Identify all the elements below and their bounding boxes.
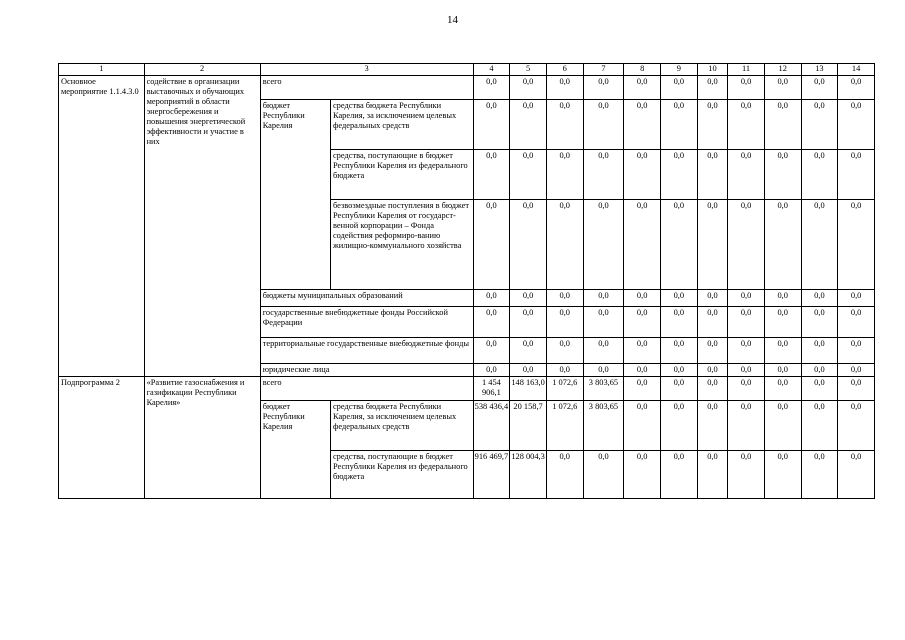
value-cell-col-12: 0,0: [764, 76, 801, 100]
funding-source: всего: [260, 76, 473, 100]
value-cell-col-14: 0,0: [838, 150, 875, 200]
value-cell-col-9: 0,0: [661, 307, 698, 338]
value-cell-col-12: 0,0: [764, 290, 801, 307]
table-row: [59, 76, 875, 100]
value-cell-col-5: 0,0: [510, 290, 547, 307]
value-cell-col-9: 0,0: [661, 401, 698, 451]
value-cell-col-13: 0,0: [801, 100, 838, 150]
value-cell-col-12: 0,0: [764, 338, 801, 364]
funding-subsource: безвозмездные поступления в бюджет Республики Карелия от государст-венной корпорации – Фонда содействия реформиро-ванию жилищно-коммунального хозяйства: [330, 200, 473, 290]
value-cell-col-14: 0,0: [838, 100, 875, 150]
value-cell-col-12: 0,0: [764, 150, 801, 200]
budget-table: [58, 63, 875, 499]
value-cell-col-10: 0,0: [697, 401, 728, 451]
funding-subsource: средства, поступающие в бюджет Республики Карелия из федерального бюджета: [330, 150, 473, 200]
value-cell-col-7: 0,0: [583, 150, 624, 200]
header-cell-5: 5: [510, 64, 547, 76]
value-cell-col-13: 0,0: [801, 290, 838, 307]
value-cell-col-8: 0,0: [624, 150, 661, 200]
value-cell-col-10: 0,0: [697, 150, 728, 200]
value-cell-col-6: 0,0: [546, 290, 583, 307]
value-cell-col-11: 0,0: [728, 307, 765, 338]
funding-source: бюджет Республики Карелия: [260, 401, 330, 499]
value-cell-col-13: 0,0: [801, 364, 838, 377]
value-cell-col-10: 0,0: [697, 377, 728, 401]
value-cell-col-9: 0,0: [661, 76, 698, 100]
value-cell-col-4: 0,0: [473, 338, 510, 364]
value-cell-col-11: 0,0: [728, 290, 765, 307]
value-cell-col-12: 0,0: [764, 451, 801, 499]
value-cell-col-7: 0,0: [583, 307, 624, 338]
value-cell-col-7: 0,0: [583, 290, 624, 307]
value-cell-col-13: 0,0: [801, 76, 838, 100]
value-cell-col-7: 0,0: [583, 76, 624, 100]
value-cell-col-11: 0,0: [728, 150, 765, 200]
header-cell-11: 11: [728, 64, 765, 76]
value-cell-col-9: 0,0: [661, 150, 698, 200]
value-cell-col-9: 0,0: [661, 100, 698, 150]
value-cell-col-8: 0,0: [624, 76, 661, 100]
value-cell-col-4: 0,0: [473, 290, 510, 307]
value-cell-col-6: 0,0: [546, 200, 583, 290]
funding-source: бюджеты муниципальных образований: [260, 290, 473, 307]
value-cell-col-6: 1 072,6: [546, 401, 583, 451]
value-cell-col-14: 0,0: [838, 338, 875, 364]
value-cell-col-10: 0,0: [697, 451, 728, 499]
value-cell-col-11: 0,0: [728, 76, 765, 100]
value-cell-col-4: 916 469,7: [473, 451, 510, 499]
header-cell-3: 3: [260, 64, 473, 76]
value-cell-col-14: 0,0: [838, 401, 875, 451]
value-cell-col-4: 0,0: [473, 150, 510, 200]
value-cell-col-6: 0,0: [546, 76, 583, 100]
value-cell-col-11: 0,0: [728, 401, 765, 451]
value-cell-col-5: 0,0: [510, 338, 547, 364]
value-cell-col-13: 0,0: [801, 451, 838, 499]
header-cell-1: 1: [59, 64, 145, 76]
page-number: 14: [447, 14, 458, 26]
value-cell-col-5: 0,0: [510, 76, 547, 100]
funding-source: юридические лица: [260, 364, 473, 377]
value-cell-col-12: 0,0: [764, 100, 801, 150]
value-cell-col-5: 20 158,7: [510, 401, 547, 451]
value-cell-col-5: 0,0: [510, 307, 547, 338]
value-cell-col-14: 0,0: [838, 76, 875, 100]
value-cell-col-14: 0,0: [838, 307, 875, 338]
program-description: «Развитие газоснабжения и газификации Республики Карелия»: [144, 377, 260, 499]
value-cell-col-4: 0,0: [473, 364, 510, 377]
value-cell-col-14: 0,0: [838, 200, 875, 290]
value-cell-col-12: 0,0: [764, 377, 801, 401]
value-cell-col-6: 0,0: [546, 451, 583, 499]
value-cell-col-9: 0,0: [661, 364, 698, 377]
value-cell-col-7: 3 803,65: [583, 377, 624, 401]
value-cell-col-8: 0,0: [624, 451, 661, 499]
header-cell-10: 10: [697, 64, 728, 76]
value-cell-col-4: 0,0: [473, 200, 510, 290]
funding-source: государственные внебюджетные фонды Российской Федерации: [260, 307, 473, 338]
value-cell-col-6: 1 072,6: [546, 377, 583, 401]
value-cell-col-6: 0,0: [546, 307, 583, 338]
value-cell-col-8: 0,0: [624, 200, 661, 290]
header-cell-13: 13: [801, 64, 838, 76]
header-cell-6: 6: [546, 64, 583, 76]
value-cell-col-8: 0,0: [624, 401, 661, 451]
value-cell-col-14: 0,0: [838, 377, 875, 401]
value-cell-col-6: 0,0: [546, 100, 583, 150]
value-cell-col-12: 0,0: [764, 200, 801, 290]
value-cell-col-11: 0,0: [728, 451, 765, 499]
value-cell-col-11: 0,0: [728, 200, 765, 290]
value-cell-col-10: 0,0: [697, 364, 728, 377]
value-cell-col-8: 0,0: [624, 377, 661, 401]
value-cell-col-10: 0,0: [697, 76, 728, 100]
funding-source: бюджет Республики Карелия: [260, 100, 330, 290]
value-cell-col-10: 0,0: [697, 338, 728, 364]
funding-subsource: средства бюджета Республики Карелия, за исключением целевых федеральных средств: [330, 401, 473, 451]
program-code: Подпрограмма 2: [59, 377, 145, 499]
value-cell-col-13: 0,0: [801, 338, 838, 364]
value-cell-col-5: 0,0: [510, 364, 547, 377]
table-row: [59, 377, 875, 401]
value-cell-col-11: 0,0: [728, 100, 765, 150]
value-cell-col-13: 0,0: [801, 150, 838, 200]
value-cell-col-11: 0,0: [728, 364, 765, 377]
value-cell-col-9: 0,0: [661, 338, 698, 364]
value-cell-col-8: 0,0: [624, 307, 661, 338]
value-cell-col-13: 0,0: [801, 307, 838, 338]
value-cell-col-12: 0,0: [764, 401, 801, 451]
program-description: содействие в организации выставочных и обучающих мероприятий в области энергосбережения и повышения энергетической эффективности и участие в них: [144, 76, 260, 377]
value-cell-col-7: 0,0: [583, 364, 624, 377]
funding-subsource: средства бюджета Республики Карелия, за исключением целевых федеральных средств: [330, 100, 473, 150]
value-cell-col-12: 0,0: [764, 307, 801, 338]
value-cell-col-6: 0,0: [546, 364, 583, 377]
value-cell-col-11: 0,0: [728, 338, 765, 364]
header-row: [59, 64, 875, 76]
value-cell-col-4: 0,0: [473, 100, 510, 150]
value-cell-col-7: 0,0: [583, 100, 624, 150]
value-cell-col-5: 148 163,0: [510, 377, 547, 401]
header-cell-14: 14: [838, 64, 875, 76]
header-cell-4: 4: [473, 64, 510, 76]
header-cell-2: 2: [144, 64, 260, 76]
value-cell-col-13: 0,0: [801, 377, 838, 401]
value-cell-col-10: 0,0: [697, 200, 728, 290]
value-cell-col-12: 0,0: [764, 364, 801, 377]
value-cell-col-4: 0,0: [473, 307, 510, 338]
value-cell-col-6: 0,0: [546, 338, 583, 364]
funding-source: территориальные государственные внебюджетные фонды: [260, 338, 473, 364]
value-cell-col-9: 0,0: [661, 200, 698, 290]
value-cell-col-8: 0,0: [624, 290, 661, 307]
value-cell-col-10: 0,0: [697, 100, 728, 150]
value-cell-col-11: 0,0: [728, 377, 765, 401]
value-cell-col-10: 0,0: [697, 290, 728, 307]
value-cell-col-5: 0,0: [510, 100, 547, 150]
program-code: Основное мероприятие 1.1.4.3.0: [59, 76, 145, 377]
value-cell-col-5: 128 004,3: [510, 451, 547, 499]
value-cell-col-5: 0,0: [510, 150, 547, 200]
value-cell-col-9: 0,0: [661, 451, 698, 499]
value-cell-col-13: 0,0: [801, 200, 838, 290]
value-cell-col-9: 0,0: [661, 290, 698, 307]
value-cell-col-7: 0,0: [583, 200, 624, 290]
value-cell-col-4: 538 436,4: [473, 401, 510, 451]
value-cell-col-4: 0,0: [473, 76, 510, 100]
value-cell-col-8: 0,0: [624, 338, 661, 364]
value-cell-col-8: 0,0: [624, 100, 661, 150]
value-cell-col-10: 0,0: [697, 307, 728, 338]
value-cell-col-13: 0,0: [801, 401, 838, 451]
funding-subsource: средства, поступающие в бюджет Республики Карелия из федерального бюджета: [330, 451, 473, 499]
value-cell-col-8: 0,0: [624, 364, 661, 377]
value-cell-col-14: 0,0: [838, 290, 875, 307]
value-cell-col-14: 0,0: [838, 364, 875, 377]
funding-source: всего: [260, 377, 473, 401]
value-cell-col-9: 0,0: [661, 377, 698, 401]
header-cell-7: 7: [583, 64, 624, 76]
value-cell-col-14: 0,0: [838, 451, 875, 499]
header-cell-8: 8: [624, 64, 661, 76]
value-cell-col-7: 3 803,65: [583, 401, 624, 451]
value-cell-col-5: 0,0: [510, 200, 547, 290]
value-cell-col-7: 0,0: [583, 338, 624, 364]
header-cell-12: 12: [764, 64, 801, 76]
value-cell-col-7: 0,0: [583, 451, 624, 499]
value-cell-col-4: 1 454 906,1: [473, 377, 510, 401]
value-cell-col-6: 0,0: [546, 150, 583, 200]
header-cell-9: 9: [661, 64, 698, 76]
